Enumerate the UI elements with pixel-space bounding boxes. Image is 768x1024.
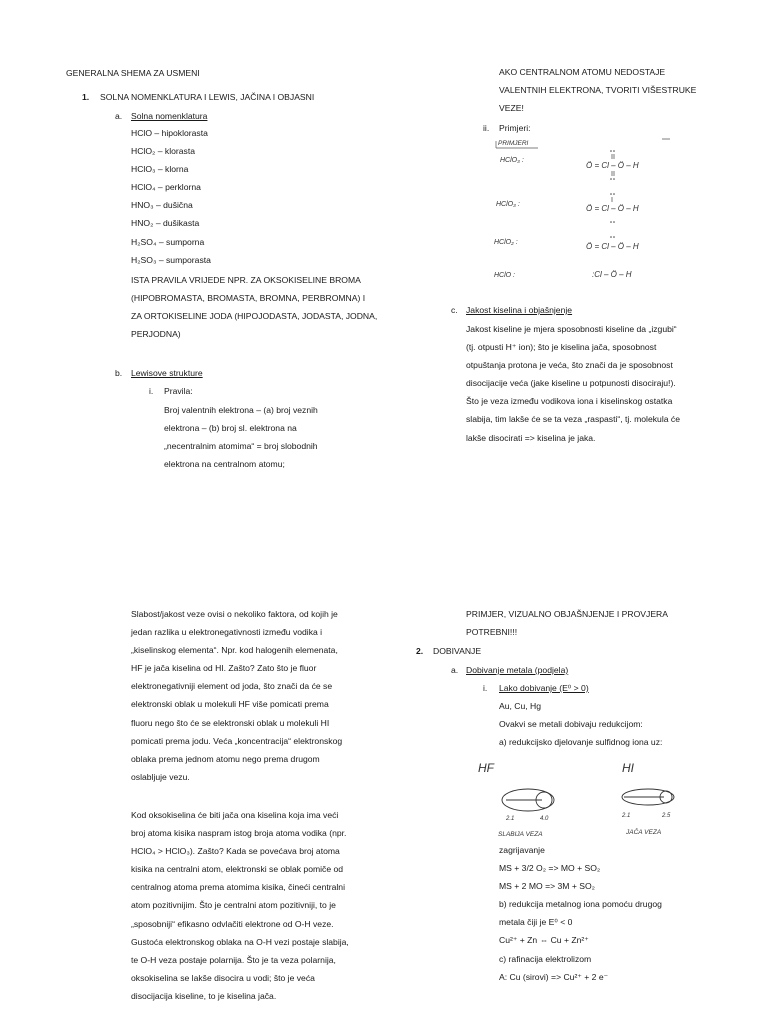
text-line: a) redukcijsko djelovanje sulfidnog iona uz: — [499, 737, 663, 748]
text-line: (tj. otpusti H⁺ ion); što je kiselina jača, sposobnost — [466, 342, 657, 353]
text-line: te O-H veza postaje polarnija. Što je ta veza polarnija, — [131, 954, 336, 965]
sketch-formula: HClO₃ : — [496, 201, 520, 208]
text-line: jedan razlika u elektronegativnosti između vodika i — [131, 627, 323, 638]
sketch-structure: Ö = Cl – Ö – H — [586, 242, 639, 251]
text-line: metala čiji je E⁰ < 0 — [499, 917, 573, 928]
sketch-formula: HClO₂ : — [494, 239, 518, 246]
text-line: fluoru nego što će se elektronski oblak u molekuli HI — [131, 717, 330, 728]
sketch-value: 4.0 — [540, 816, 549, 822]
item-ii-label: ii. — [483, 123, 490, 133]
text-line: AKO CENTRALNOM ATOMU NEDOSTAJE — [499, 67, 666, 77]
text-line: c) rafinacija elektrolizom — [499, 953, 592, 964]
text-line: MS + 3/2 O₂ => MO + SO₂ — [499, 863, 601, 874]
text-line: zagrijavanje — [499, 845, 545, 855]
text-line: broj atoma kisika naspram istog broja atoma vodika (npr. — [131, 828, 347, 839]
subsection-b-title: Lewisove strukture — [131, 368, 203, 378]
list-item: HClO – hipoklorasta — [131, 128, 208, 138]
document-header: GENERALNA SHEMA ZA USMENI — [66, 68, 200, 78]
text-line: oslabljuje vezu. — [131, 771, 190, 782]
subsection-a-label: a. — [451, 665, 459, 675]
text-line: „kiselinskog elementa“. Npr. kod halogenih elemenata, — [131, 645, 338, 656]
list-item: HNO₃ – dušična — [131, 200, 193, 211]
sketch-caption-strong: JAČA VEZA — [626, 829, 662, 836]
text-line: „necentralnim atomima“ = broj slobodnih — [164, 441, 318, 452]
item-i-label: i. — [149, 386, 154, 396]
text-line: POTREBNI!!! — [466, 627, 518, 638]
text-line: elektrona na centralnom atomu; — [164, 459, 285, 470]
sketch-value: 2.5 — [662, 813, 671, 819]
text-line: (HIPOBROMASTA, BROMASTA, BROMNA, PERBROMNA) I — [131, 293, 366, 304]
sketch-label-hi: HI — [622, 761, 634, 775]
sketch-heading: PRIMJERI — [498, 140, 529, 147]
lewis-rules-continued — [499, 63, 696, 117]
list-item: HClO₂ – klorasta — [131, 146, 195, 157]
list-item: HNO₂ – dušikasta — [131, 218, 200, 229]
subsection-c-label: c. — [451, 305, 458, 315]
sketch-structure: :Cl – Ö – H — [592, 270, 632, 279]
bond-strength-paragraph — [131, 605, 342, 786]
sketch-caption-weak: SLABIJA VEZA — [498, 831, 543, 838]
text-line: HF je jača kiselina od HI. Zašto? Zato što je fluor — [131, 663, 317, 674]
text-line: elektrona – (b) broj sl. elektrona na — [164, 423, 297, 434]
text-line: Slabost/jakost veze ovisi o nekoliko faktora, od kojih je — [131, 609, 338, 619]
subsection-a-label: a. — [115, 111, 123, 121]
sketch-value: 2.1 — [622, 813, 631, 819]
text-line: Što je veza između vodikova iona i kiselinskog ostatka — [466, 396, 673, 407]
text-line: kisika na centralni atom, elektronski se oblak pomiče od — [131, 864, 344, 875]
text-line: pomicati prema jodu. Veća „koncentracija“ elektronskog — [131, 735, 343, 746]
sketch-label-hf: HF — [478, 761, 494, 775]
text-line: A: Cu (sirovi) => Cu²⁺ + 2 e⁻ — [499, 971, 609, 982]
text-line: elektronegativniji element od joda, što znači da će se — [131, 681, 333, 692]
naming-rule-note — [131, 271, 377, 343]
metals-list: Au, Cu, Hg — [499, 701, 542, 711]
text-line: PERJODNA) — [131, 329, 181, 340]
text-line: atom pozitivnijim. Što je centralni atom pozitivniji, to je — [131, 900, 336, 911]
text-line: b) redukcija metalnog iona pomoću drugog — [499, 899, 662, 910]
subsection-c-title: Jakost kiselina i objašnjenje — [466, 305, 573, 315]
text-line: oksokiselina se lakše disocira u vodi; što je veća — [131, 972, 315, 983]
list-item: H₂SO₄ – sumporna — [131, 236, 205, 247]
text-line: Kod oksokiselina će biti jača ona kiselina koja ima veći — [131, 810, 339, 820]
sketch-structure: Ö = Cl – Ö – H — [586, 204, 639, 213]
sketch-formula: HClO₃ : — [500, 157, 524, 164]
text-line: disocijacije veća (jake kiseline u potpunosti disociraju!). — [466, 378, 676, 389]
text-line: Gustoća elektronskog oblaka na O-H vezi postaje slabija, — [131, 936, 349, 947]
list-item: H₂SO₃ – sumporasta — [131, 254, 211, 265]
section-1-title: SOLNA NOMENKLATURA I LEWIS, JAČINA I OBJASNI — [100, 92, 315, 102]
section-2-title: DOBIVANJE — [433, 646, 482, 656]
text-line: ISTA PRAVILA VRIJEDE NPR. ZA OKSOKISELINE BROMA — [131, 275, 361, 285]
text-line: VALENTNIH ELEKTRONA, TVORITI VIŠESTRUKE — [499, 85, 697, 96]
text-line: PRIMJER, VIZUALNO OBJAŠNJENJE I PROVJERA — [466, 609, 668, 619]
text-line: Ovakvi se metali dobivaju redukcijom: — [499, 719, 643, 729]
sketch-value: 2.1 — [506, 816, 515, 822]
text-line: lakše disocirati => kiselina je jaka. — [466, 432, 596, 443]
section-2-number: 2. — [416, 646, 424, 656]
text-line: disocijacija kiseline, to je kiselina jača. — [131, 990, 277, 1001]
oxoacid-paragraph — [131, 806, 349, 1005]
sketch-formula: HClO : — [494, 272, 515, 279]
text-line: VEZE! — [499, 103, 524, 114]
item-i-label: i. — [483, 683, 488, 693]
subsection-a-title: Dobivanje metala (podjela) — [466, 665, 569, 675]
text-line: centralnog atoma prema atomima kisika, čineći centralni — [131, 882, 345, 893]
acid-name-list — [131, 124, 211, 269]
list-item: HClO₃ – klorna — [131, 164, 189, 175]
text-line: Broj valentnih elektrona – (a) broj veznih — [164, 405, 318, 415]
section-1-number: 1. — [82, 92, 90, 102]
item-i-title: Lako dobivanje (E⁰ > 0) — [499, 683, 589, 693]
subsection-b-label: b. — [115, 368, 123, 378]
text-line: Jakost kiseline je mjera sposobnosti kiseline da „izgubi“ — [466, 324, 677, 334]
text-line: „sposobniji“ efikasno odvlačiti elektrone od O-H veze. — [131, 918, 334, 929]
text-line: oblaka prema jednom atomu nego prema drugom — [131, 753, 320, 764]
text-line: elektronski oblak u molekuli HF više pomicati prema — [131, 699, 329, 710]
text-line: MS + 2 MO => 3M + SO₂ — [499, 881, 595, 892]
lewis-rules-text — [164, 401, 318, 473]
text-line: HClO₄ > HClO₃). Zašto? Kada se povećava broj atoma — [131, 846, 340, 857]
text-line: ZA ORTOKISELINE JODA (HIPOJODASTA, JODASTA, JODNA, — [131, 311, 378, 322]
note-continued — [466, 605, 668, 641]
item-i-title: Pravila: — [164, 386, 193, 396]
item-ii-title: Primjeri: — [499, 123, 531, 133]
reduction-intro — [499, 715, 662, 751]
text-line: Cu²⁺ + Zn ⇔ Cu + Zn²⁺ — [499, 935, 589, 946]
subsection-a-title: Solna nomenklatura — [131, 111, 208, 121]
text-line: otpuštanja protona je veća, što znači da je sposobnost — [466, 360, 673, 371]
acid-strength-text — [466, 320, 680, 447]
list-item: HClO₄ – perklorna — [131, 182, 201, 193]
text-line: slabija, tim lakše će se ta veza „raspasti“, tj. molekula će — [466, 414, 680, 425]
hf-hi-bond-sketch — [466, 754, 696, 840]
lewis-structures-sketch — [490, 134, 680, 290]
reduction-methods — [499, 841, 662, 986]
sketch-structure: Ö = Cl – Ö – H — [586, 161, 639, 170]
